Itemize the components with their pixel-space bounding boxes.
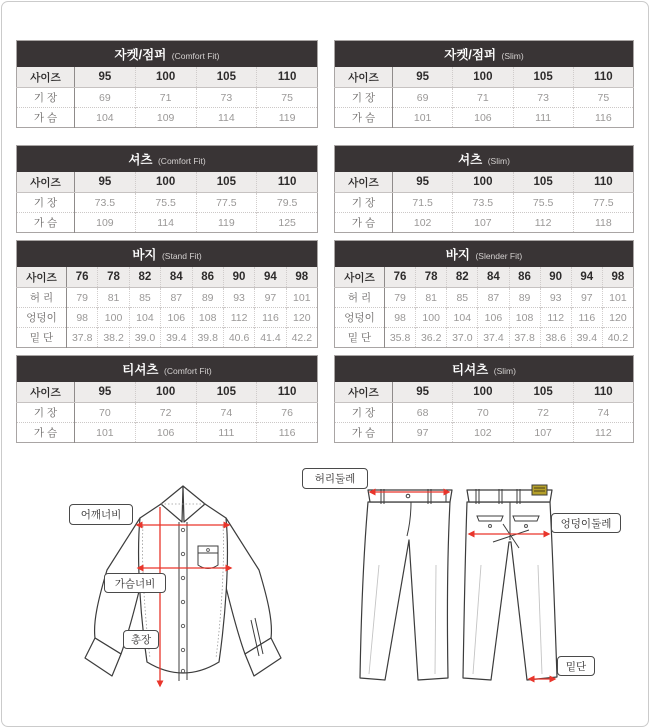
size-row-label: 사이즈	[335, 172, 393, 193]
measurement-value: 39.4	[571, 328, 602, 348]
measurement-value: 120	[286, 308, 317, 328]
size-cell: 100	[135, 382, 196, 403]
measurement-value: 101	[393, 108, 453, 128]
measurement-value: 72	[135, 403, 196, 423]
size-cell: 86	[509, 267, 540, 288]
size-table-tshirt-comfort-fit	[16, 355, 318, 443]
size-table-shirt-slim	[334, 145, 634, 233]
measurement-row	[335, 423, 634, 443]
measurement-value: 87	[478, 288, 509, 308]
size-table	[334, 145, 634, 233]
measurement-label: 기 장	[335, 88, 393, 108]
measurement-label: 기 장	[335, 403, 393, 423]
measurement-value: 106	[478, 308, 509, 328]
table-title	[335, 146, 634, 173]
size-cell: 95	[393, 172, 453, 193]
measurement-value: 40.2	[602, 328, 633, 348]
measurement-value: 112	[540, 308, 571, 328]
measurement-value: 89	[192, 288, 223, 308]
table-title-text: 셔츠	[128, 153, 153, 167]
pants-back-view	[463, 485, 557, 680]
measurement-value: 38.2	[98, 328, 129, 348]
table-fit-text: (Slim)	[493, 366, 516, 376]
measurement-value: 97	[571, 288, 602, 308]
size-cell: 110	[573, 172, 633, 193]
measurement-row	[17, 193, 318, 213]
measurement-value: 116	[573, 108, 633, 128]
measurement-value: 107	[453, 213, 513, 233]
measurement-row	[17, 403, 318, 423]
table-title-text: 티셔츠	[452, 363, 489, 377]
pants-diagram	[295, 460, 650, 710]
measurement-value: 106	[135, 423, 196, 443]
table-title	[17, 356, 318, 383]
size-cell: 98	[602, 267, 633, 288]
measurement-value: 38.6	[540, 328, 571, 348]
measurement-row	[335, 88, 634, 108]
size-cell: 110	[257, 382, 318, 403]
measurement-value: 73	[513, 88, 573, 108]
measurement-value: 93	[540, 288, 571, 308]
size-cell: 105	[513, 382, 573, 403]
measurement-label: 기 장	[17, 403, 75, 423]
measurement-value: 100	[416, 308, 447, 328]
measurement-label: 허 리	[17, 288, 67, 308]
size-row-label: 사이즈	[17, 172, 75, 193]
measurement-value: 36.2	[416, 328, 447, 348]
size-cell: 105	[513, 172, 573, 193]
measurement-value: 102	[393, 213, 453, 233]
waist-circumference-label: 허리둘레	[302, 468, 368, 489]
measurement-row	[335, 213, 634, 233]
size-cell: 100	[135, 172, 196, 193]
size-row-label: 사이즈	[335, 382, 393, 403]
measurement-value: 112	[513, 213, 573, 233]
chest-width-label: 가슴너비	[104, 573, 166, 593]
size-cell: 98	[286, 267, 317, 288]
measurement-value: 104	[447, 308, 478, 328]
measurement-value: 85	[447, 288, 478, 308]
measurement-value: 76	[257, 403, 318, 423]
table-title-text: 티셔츠	[122, 363, 159, 377]
size-cell: 94	[255, 267, 286, 288]
size-cell: 105	[196, 382, 257, 403]
measurement-value: 104	[129, 308, 160, 328]
measurement-value: 97	[393, 423, 453, 443]
measurement-label: 밑 단	[17, 328, 67, 348]
measurement-row	[17, 88, 318, 108]
brand-tag	[532, 485, 547, 495]
table-title-text: 자켓/점퍼	[114, 48, 167, 62]
table-title-text: 자켓/점퍼	[444, 48, 497, 62]
table-fit-text: (Comfort Fit)	[164, 366, 212, 376]
size-table-jacket-comfort-fit	[16, 40, 318, 128]
size-table-tshirt-slim	[334, 355, 634, 443]
measurement-value: 98	[385, 308, 416, 328]
measurement-row	[335, 193, 634, 213]
measurement-row	[17, 328, 318, 348]
measurement-value: 81	[98, 288, 129, 308]
pants-front-view	[360, 489, 452, 680]
measurement-value: 79	[67, 288, 98, 308]
size-cell: 100	[453, 172, 513, 193]
size-cell: 95	[393, 382, 453, 403]
size-cell: 76	[67, 267, 98, 288]
measurement-value: 75	[257, 88, 318, 108]
size-row-label: 사이즈	[335, 267, 385, 288]
measurement-value: 73.5	[453, 193, 513, 213]
measurement-value: 75.5	[513, 193, 573, 213]
table-title	[335, 356, 634, 383]
measurement-value: 109	[75, 213, 136, 233]
measurement-value: 111	[513, 108, 573, 128]
measurement-label: 기 장	[17, 193, 75, 213]
size-table	[16, 355, 318, 443]
size-cell: 105	[513, 67, 573, 88]
measurement-value: 116	[257, 423, 318, 443]
measurement-value: 98	[67, 308, 98, 328]
measurement-value: 114	[135, 213, 196, 233]
measurement-value: 74	[573, 403, 633, 423]
size-cell: 100	[135, 67, 196, 88]
measurement-value: 42.2	[286, 328, 317, 348]
measurement-value: 114	[196, 108, 257, 128]
measurement-value: 75.5	[135, 193, 196, 213]
measurement-value: 79.5	[257, 193, 318, 213]
table-title	[17, 241, 318, 268]
measurement-value: 39.0	[129, 328, 160, 348]
measurement-label: 밑 단	[335, 328, 385, 348]
table-title	[17, 146, 318, 173]
measurement-label: 기 장	[17, 88, 75, 108]
size-table	[334, 40, 634, 128]
measurement-label: 가 슴	[335, 423, 393, 443]
measurement-value: 102	[453, 423, 513, 443]
measurement-value: 112	[573, 423, 633, 443]
pocket-button	[207, 549, 210, 552]
measurement-label: 허 리	[335, 288, 385, 308]
measurement-value: 81	[416, 288, 447, 308]
table-fit-text: (Slender Fit)	[475, 251, 523, 261]
size-cell: 76	[385, 267, 416, 288]
size-cell: 100	[453, 382, 513, 403]
shirt-diagram	[55, 460, 295, 710]
measurement-value: 106	[161, 308, 192, 328]
measurement-label: 가 슴	[335, 213, 393, 233]
table-title-text: 바지	[132, 248, 157, 262]
measurement-value: 116	[255, 308, 286, 328]
measurement-row	[17, 423, 318, 443]
measurement-value: 77.5	[196, 193, 257, 213]
measurement-value: 79	[385, 288, 416, 308]
measurement-row	[17, 308, 318, 328]
measurement-label: 엉덩이	[335, 308, 385, 328]
measurement-value: 39.4	[161, 328, 192, 348]
measurement-label: 기 장	[335, 193, 393, 213]
table-fit-text: (Slim)	[501, 51, 524, 61]
size-cell: 84	[161, 267, 192, 288]
measurement-value: 68	[393, 403, 453, 423]
size-cell: 84	[478, 267, 509, 288]
size-table	[334, 240, 634, 348]
size-table-pants-stand-fit	[16, 240, 318, 348]
measurement-value: 41.4	[255, 328, 286, 348]
measurement-value: 119	[196, 213, 257, 233]
measurement-value: 37.4	[478, 328, 509, 348]
measurement-row	[335, 328, 634, 348]
measurement-value: 112	[223, 308, 254, 328]
measurement-value: 104	[75, 108, 136, 128]
shoulder-width-label: 어깨너비	[69, 504, 133, 525]
measurement-value: 101	[75, 423, 136, 443]
measurement-row	[17, 213, 318, 233]
total-length-label: 총장	[123, 630, 159, 649]
waist-button	[406, 494, 410, 498]
measurement-row	[17, 288, 318, 308]
size-cell: 90	[540, 267, 571, 288]
hem-width-label: 밑단	[557, 656, 595, 676]
table-fit-text: (Comfort Fit)	[171, 51, 220, 61]
measurement-value: 97	[255, 288, 286, 308]
size-table-shirt-comfort-fit	[16, 145, 318, 233]
size-table	[334, 355, 634, 443]
measurement-value: 108	[192, 308, 223, 328]
measurement-value: 118	[573, 213, 633, 233]
table-title	[335, 241, 634, 268]
size-cell: 82	[447, 267, 478, 288]
table-fit-text: (Comfort Fit)	[157, 156, 206, 166]
size-table	[16, 40, 318, 128]
hip-circumference-label: 엉덩이둘레	[551, 513, 621, 533]
size-row-label: 사이즈	[17, 382, 75, 403]
measurement-row	[335, 403, 634, 423]
size-cell: 78	[98, 267, 129, 288]
measurement-value: 111	[196, 423, 257, 443]
size-cell: 94	[571, 267, 602, 288]
size-cell: 90	[223, 267, 254, 288]
size-cell: 100	[453, 67, 513, 88]
measurement-value: 100	[98, 308, 129, 328]
size-table-jacket-slim	[334, 40, 634, 128]
measurement-value: 101	[602, 288, 633, 308]
measurement-value: 108	[509, 308, 540, 328]
size-row-label: 사이즈	[17, 267, 67, 288]
measurement-value: 107	[513, 423, 573, 443]
measurement-value: 40.6	[223, 328, 254, 348]
measurement-label: 가 슴	[17, 423, 75, 443]
measurement-value: 89	[509, 288, 540, 308]
measurement-value: 72	[513, 403, 573, 423]
size-table	[16, 145, 318, 233]
size-cell: 95	[75, 172, 136, 193]
measurement-value: 71	[135, 88, 196, 108]
measurement-label: 가 슴	[17, 213, 75, 233]
measurement-value: 109	[135, 108, 196, 128]
measurement-row	[335, 308, 634, 328]
size-cell: 110	[573, 67, 633, 88]
measurement-value: 73	[196, 88, 257, 108]
measurement-label: 가 슴	[17, 108, 75, 128]
measurement-value: 116	[571, 308, 602, 328]
table-title-text: 바지	[445, 248, 470, 262]
table-title-text: 셔츠	[458, 153, 483, 167]
measurement-value: 71	[453, 88, 513, 108]
measurement-value: 71.5	[393, 193, 453, 213]
size-cell: 82	[129, 267, 160, 288]
measurement-value: 37.8	[67, 328, 98, 348]
measurement-value: 101	[286, 288, 317, 308]
measurement-value: 77.5	[573, 193, 633, 213]
measurement-label: 가 슴	[335, 108, 393, 128]
measurement-value: 106	[453, 108, 513, 128]
measurement-diagrams	[0, 450, 650, 726]
shirt-right-sleeve	[223, 518, 271, 654]
measurement-value: 69	[393, 88, 453, 108]
size-row-label: 사이즈	[17, 67, 75, 88]
table-title	[335, 41, 634, 68]
size-cell: 95	[75, 382, 136, 403]
measurement-label: 엉덩이	[17, 308, 67, 328]
measurement-value: 39.8	[192, 328, 223, 348]
measurement-value: 70	[75, 403, 136, 423]
size-cell: 86	[192, 267, 223, 288]
measurement-row	[335, 288, 634, 308]
size-cell: 105	[196, 67, 257, 88]
measurement-value: 120	[602, 308, 633, 328]
table-title	[17, 41, 318, 68]
measurement-row	[335, 108, 634, 128]
table-fit-text: (Stand Fit)	[161, 251, 202, 261]
measurement-value: 93	[223, 288, 254, 308]
measurement-value: 85	[129, 288, 160, 308]
size-cell: 110	[573, 382, 633, 403]
measurement-value: 37.8	[509, 328, 540, 348]
measurement-value: 37.0	[447, 328, 478, 348]
size-cell: 110	[257, 67, 318, 88]
measurement-value: 74	[196, 403, 257, 423]
size-cell: 95	[75, 67, 136, 88]
size-cell: 78	[416, 267, 447, 288]
table-fit-text: (Slim)	[487, 156, 510, 166]
measurement-value: 69	[75, 88, 136, 108]
size-cell: 105	[196, 172, 257, 193]
measurement-value: 87	[161, 288, 192, 308]
size-cell: 95	[393, 67, 453, 88]
measurement-value: 70	[453, 403, 513, 423]
size-row-label: 사이즈	[335, 67, 393, 88]
measurement-value: 75	[573, 88, 633, 108]
size-table	[16, 240, 318, 348]
measurement-row	[17, 108, 318, 128]
measurement-value: 35.8	[385, 328, 416, 348]
size-cell: 110	[257, 172, 318, 193]
measurement-value: 73.5	[75, 193, 136, 213]
measurement-value: 125	[257, 213, 318, 233]
measurement-value: 119	[257, 108, 318, 128]
size-table-pants-slender-fit	[334, 240, 634, 348]
